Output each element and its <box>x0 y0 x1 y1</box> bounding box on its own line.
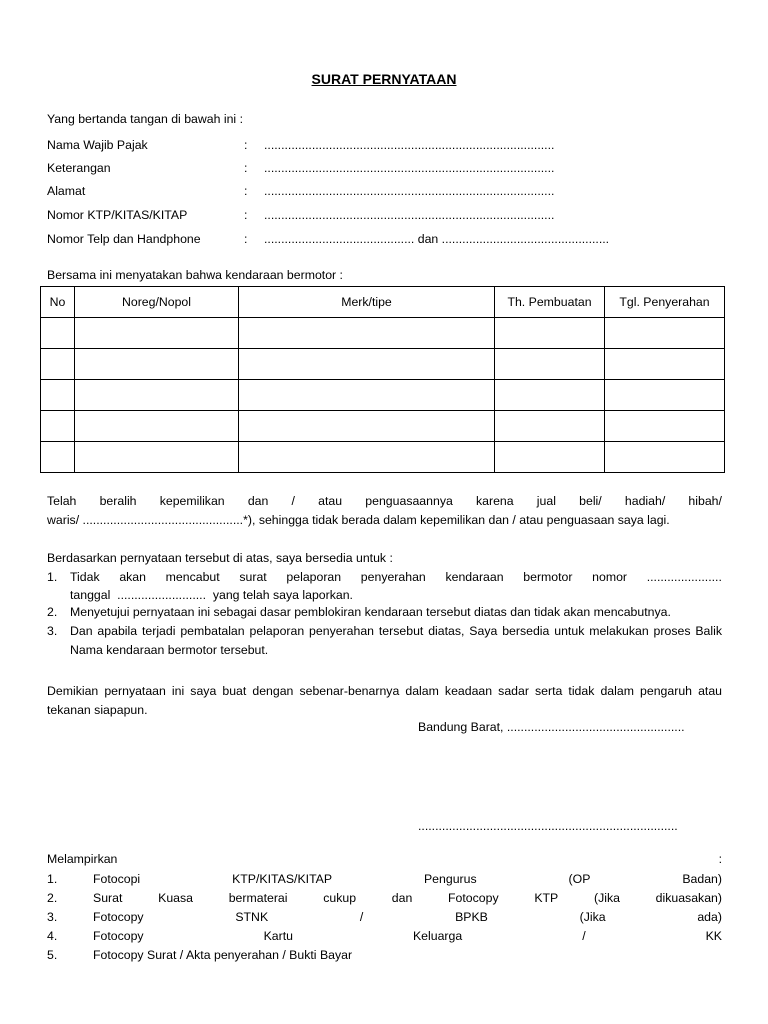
word: KTP/KITAS/KITAP <box>232 872 333 886</box>
table-cell <box>605 318 725 349</box>
table-cell <box>239 411 495 442</box>
table-cell <box>605 349 725 380</box>
intro-text: Yang bertanda tangan di bawah ini : <box>47 112 243 126</box>
word: Kartu <box>263 929 293 943</box>
word: pelaporan <box>286 570 342 584</box>
field-blank: ..................................................................................... <box>264 138 555 152</box>
header-th-pembuatan: Th. Pembuatan <box>495 287 605 318</box>
vehicle-intro-text: Bersama ini menyatakan bahwa kendaraan bermotor : <box>47 268 343 282</box>
transfer-paragraph <box>47 493 722 528</box>
place-date: Bandung Barat, .................................................... <box>418 720 685 734</box>
field-colon: : <box>244 138 248 152</box>
word: karena <box>476 494 514 508</box>
word: Telah <box>47 494 77 508</box>
field-colon: : <box>244 184 248 198</box>
word: kepemilikan <box>159 494 225 508</box>
word: akan <box>119 570 146 584</box>
word: nomor <box>592 570 628 584</box>
word: KK <box>705 929 722 943</box>
vehicle-table <box>40 286 725 473</box>
word: Surat <box>93 891 123 905</box>
item-line <box>93 871 722 888</box>
word: dan <box>247 494 269 508</box>
word: / <box>359 910 364 924</box>
word: beralih <box>99 494 137 508</box>
table-cell <box>75 411 239 442</box>
word: bermotor <box>523 570 573 584</box>
attachments-label: Melampirkan <box>47 852 118 866</box>
item-line-1 <box>70 569 722 586</box>
document-title: SURAT PERNYATAAN <box>311 71 457 87</box>
list-item <box>47 909 722 928</box>
word: / <box>291 494 295 508</box>
word: bermaterai <box>228 891 288 905</box>
field-row-nomor-ktp <box>47 207 727 225</box>
table-cell <box>605 380 725 411</box>
table-cell <box>605 442 725 473</box>
field-label: Alamat <box>47 184 86 198</box>
word: / <box>582 929 586 943</box>
table-cell <box>495 318 605 349</box>
table-cell <box>605 411 725 442</box>
item-line: Fotocopy Surat / Akta penyerahan / Bukti Bayar <box>93 948 353 962</box>
list-item <box>47 890 722 909</box>
field-colon: : <box>244 232 248 246</box>
word: (OP <box>568 872 591 886</box>
word: penguasaannya <box>365 494 453 508</box>
list-item <box>47 928 722 947</box>
word: Tidak <box>70 570 100 584</box>
table-row <box>41 411 725 442</box>
header-noreg-nopol: Noreg/Nopol <box>75 287 239 318</box>
table-cell <box>75 442 239 473</box>
word: Fotocopy <box>448 891 499 905</box>
table-cell <box>41 318 75 349</box>
word: KTP <box>534 891 559 905</box>
list-number: 1. <box>47 872 58 886</box>
table-cell <box>239 380 495 411</box>
table-row <box>41 442 725 473</box>
word: penyerahan <box>360 570 426 584</box>
table-cell <box>75 318 239 349</box>
table-row <box>41 380 725 411</box>
table-cell <box>41 349 75 380</box>
word: mencabut <box>165 570 220 584</box>
header-no: No <box>41 287 75 318</box>
word: atau <box>318 494 343 508</box>
field-blank: ............................................ dan ................................................. <box>264 232 610 246</box>
word: (Jika <box>579 910 606 924</box>
field-colon: : <box>244 208 248 222</box>
list-number: 4. <box>47 929 58 943</box>
closing-paragraph: Demikian pernyataan ini saya buat dengan sebenar-benarnya dalam keadaan sadar serta tidak dalam pengaruh atau tekanan siapapun. <box>47 684 722 717</box>
table-row <box>41 349 725 380</box>
list-number: 5. <box>47 948 58 962</box>
table-cell <box>41 380 75 411</box>
word: beli/ <box>579 494 602 508</box>
list-item <box>47 569 722 603</box>
willing-intro-text: Berdasarkan pernyataan tersebut di atas, saya bersedia untuk : <box>47 551 393 565</box>
table-cell <box>41 442 75 473</box>
word: BPKB <box>455 910 488 924</box>
field-label: Nama Wajib Pajak <box>47 138 148 152</box>
table-cell <box>495 442 605 473</box>
table-cell <box>75 349 239 380</box>
attachments-heading <box>47 851 722 868</box>
table-cell <box>495 349 605 380</box>
word: Fotocopi <box>93 872 141 886</box>
table-cell <box>239 442 495 473</box>
word: (Jika <box>593 891 620 905</box>
list-number: 2. <box>47 891 58 905</box>
attachments-list <box>47 871 722 966</box>
attachments-colon: : <box>718 852 722 866</box>
field-label: Nomor Telp dan Handphone <box>47 232 201 246</box>
word: Badan) <box>682 872 722 886</box>
field-blank: ..................................................................................... <box>264 184 555 198</box>
item-line <box>93 928 722 945</box>
table-row <box>41 318 725 349</box>
word: Pengurus <box>423 872 477 886</box>
header-tgl-penyerahan: Tgl. Penyerahan <box>605 287 725 318</box>
word: dan <box>391 891 413 905</box>
table-cell <box>239 349 495 380</box>
field-label: Nomor KTP/KITAS/KITAP <box>47 208 188 222</box>
field-blank: ..................................................................................... <box>264 208 555 222</box>
word: Keluarga <box>412 929 463 943</box>
word: ...................... <box>646 570 722 584</box>
word: kendaraan <box>445 570 504 584</box>
word: hadiah/ <box>624 494 666 508</box>
table-cell <box>495 380 605 411</box>
word: hibah/ <box>688 494 722 508</box>
item-text: Dan apabila terjadi pembatalan pelaporan penyerahan tersebut diatas, Saya bersedia untuk melakukan proses Balik Nama kendaraan bermotor tersebut. <box>70 623 722 657</box>
table-header-row <box>41 287 725 318</box>
item-line <box>93 890 722 907</box>
table-cell <box>41 411 75 442</box>
item-line-2: tanggal .......................... yang telah saya laporkan. <box>70 587 353 602</box>
field-row-alamat <box>47 183 727 201</box>
field-blank: ..................................................................................... <box>264 161 555 175</box>
table-cell <box>75 380 239 411</box>
word: cukup <box>323 891 357 905</box>
header-merk-tipe: Merk/tipe <box>239 287 495 318</box>
word: Fotocopy <box>93 910 144 924</box>
word: surat <box>239 570 267 584</box>
field-label: Keterangan <box>47 161 111 175</box>
word: dikuasakan) <box>655 891 722 905</box>
list-item <box>47 947 722 966</box>
list-item <box>47 622 722 660</box>
list-item <box>47 871 722 890</box>
word: STNK <box>235 910 269 924</box>
signature-line: ............................................................................ <box>418 819 678 833</box>
word: ada) <box>697 910 722 924</box>
word: Fotocopy <box>93 929 144 943</box>
table-cell <box>495 411 605 442</box>
field-row-keterangan <box>47 160 727 178</box>
transfer-line-2: waris/ ...............................................*), sehingga tidak berada dalam kepemilikan dan / atau penguasaan saya lagi. <box>47 512 670 527</box>
list-number: 2. <box>47 605 58 620</box>
transfer-line-1 <box>47 493 722 510</box>
list-number: 1. <box>47 570 58 584</box>
field-row-nama-wajib-pajak <box>47 137 727 155</box>
willing-list <box>47 569 722 660</box>
word: Kuasa <box>158 891 193 905</box>
list-item <box>47 604 722 621</box>
word: jual <box>536 494 556 508</box>
table-cell <box>239 318 495 349</box>
field-colon: : <box>244 161 248 175</box>
list-number: 3. <box>47 623 58 638</box>
field-row-nomor-telp <box>47 231 727 249</box>
list-number: 3. <box>47 910 58 924</box>
item-line <box>93 909 722 926</box>
item-text: Menyetujui pernyataan ini sebagai dasar pemblokiran kendaraan tersebut diatas dan tidak akan mencabutnya. <box>70 605 671 620</box>
